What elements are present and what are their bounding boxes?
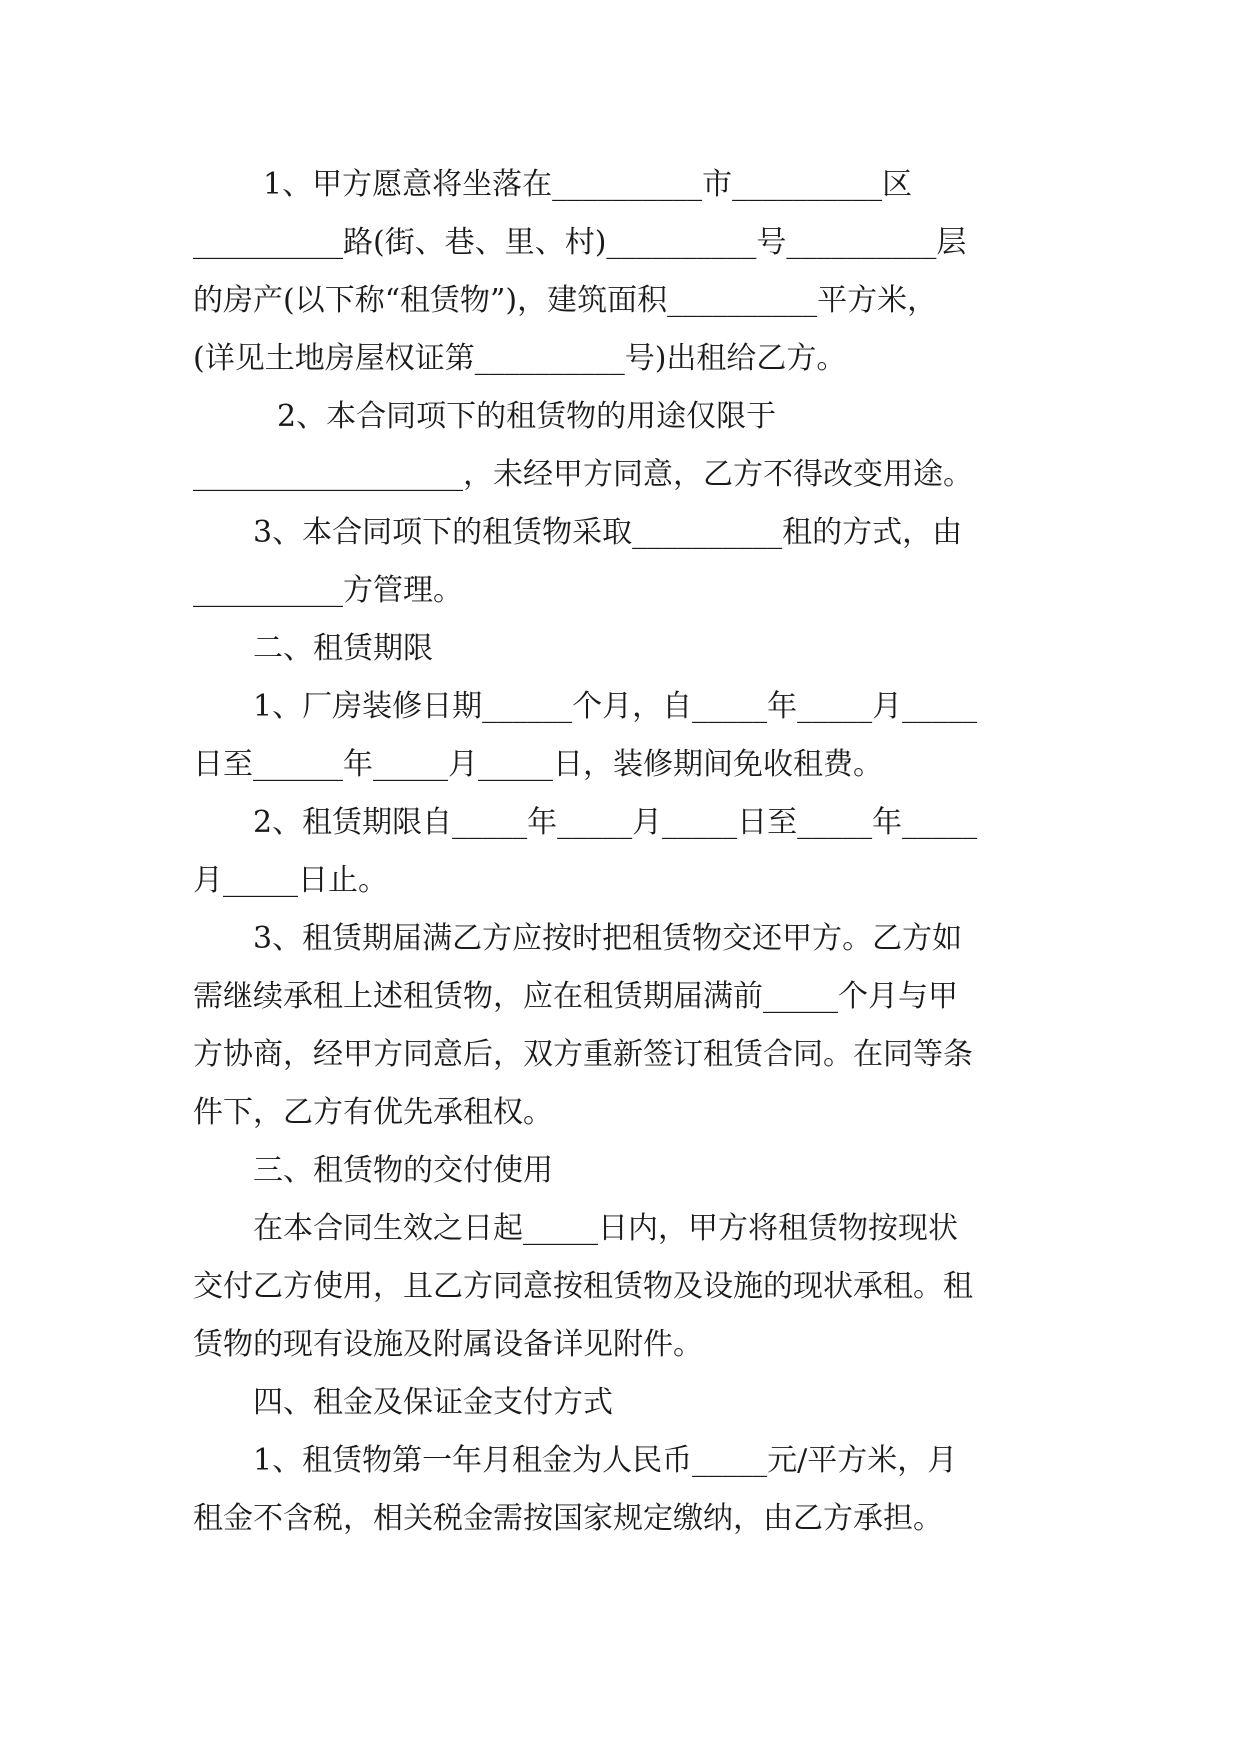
text-line: (详见土地房屋权证第__________号)出租给乙方。 bbox=[193, 341, 847, 376]
text-line: 3、租赁期届满乙方应按时把租赁物交还甲方。乙方如 bbox=[253, 921, 963, 956]
text-line: 在本合同生效之日起_____日内，甲方将租赁物按现状 bbox=[253, 1211, 958, 1246]
text-line: 1、厂房装修日期______个月，自_____年_____月_____ bbox=[253, 689, 978, 724]
text-line: 需继续承租上述租赁物，应在租赁期届满前_____个月与甲 bbox=[193, 979, 958, 1014]
text-line: 月_____日止。 bbox=[193, 863, 388, 898]
text-line: 1、甲方愿意将坐落在__________市__________区 bbox=[263, 167, 913, 202]
text-line: 日至______年_____月_____日，装修期间免收租费。 bbox=[193, 747, 883, 782]
text-line: __________路(街、巷、里、村)__________号__________层 bbox=[193, 225, 967, 260]
section-heading: 二、租赁期限 bbox=[253, 631, 433, 666]
text-line: 2、本合同项下的租赁物的用途仅限于 bbox=[277, 399, 777, 434]
text-line: 交付乙方使用，且乙方同意按租赁物及设施的现状承租。租 bbox=[193, 1269, 973, 1304]
text-line: __________________，未经甲方同意，乙方不得改变用途。 bbox=[193, 457, 973, 492]
text-line: 1、租赁物第一年月租金为人民币_____元/平方米，月 bbox=[253, 1443, 958, 1478]
text-line: 方协商，经甲方同意后，双方重新签订租赁合同。在同等条 bbox=[193, 1037, 973, 1072]
text-line: __________方管理。 bbox=[193, 573, 463, 608]
text-line: 2、租赁期限自_____年_____月_____日至_____年_____ bbox=[253, 805, 978, 840]
text-line: 的房产(以下称“租赁物”)，建筑面积__________平方米， bbox=[193, 283, 938, 318]
text-line: 赁物的现有设施及附属设备详见附件。 bbox=[193, 1327, 703, 1362]
section-heading: 四、租金及保证金支付方式 bbox=[253, 1385, 613, 1420]
text-line: 租金不含税，相关税金需按国家规定缴纳，由乙方承担。 bbox=[193, 1501, 943, 1536]
section-heading: 三、租赁物的交付使用 bbox=[253, 1153, 553, 1188]
text-line: 3、本合同项下的租赁物采取__________租的方式，由 bbox=[253, 515, 963, 550]
text-line: 件下，乙方有优先承租权。 bbox=[193, 1095, 553, 1130]
